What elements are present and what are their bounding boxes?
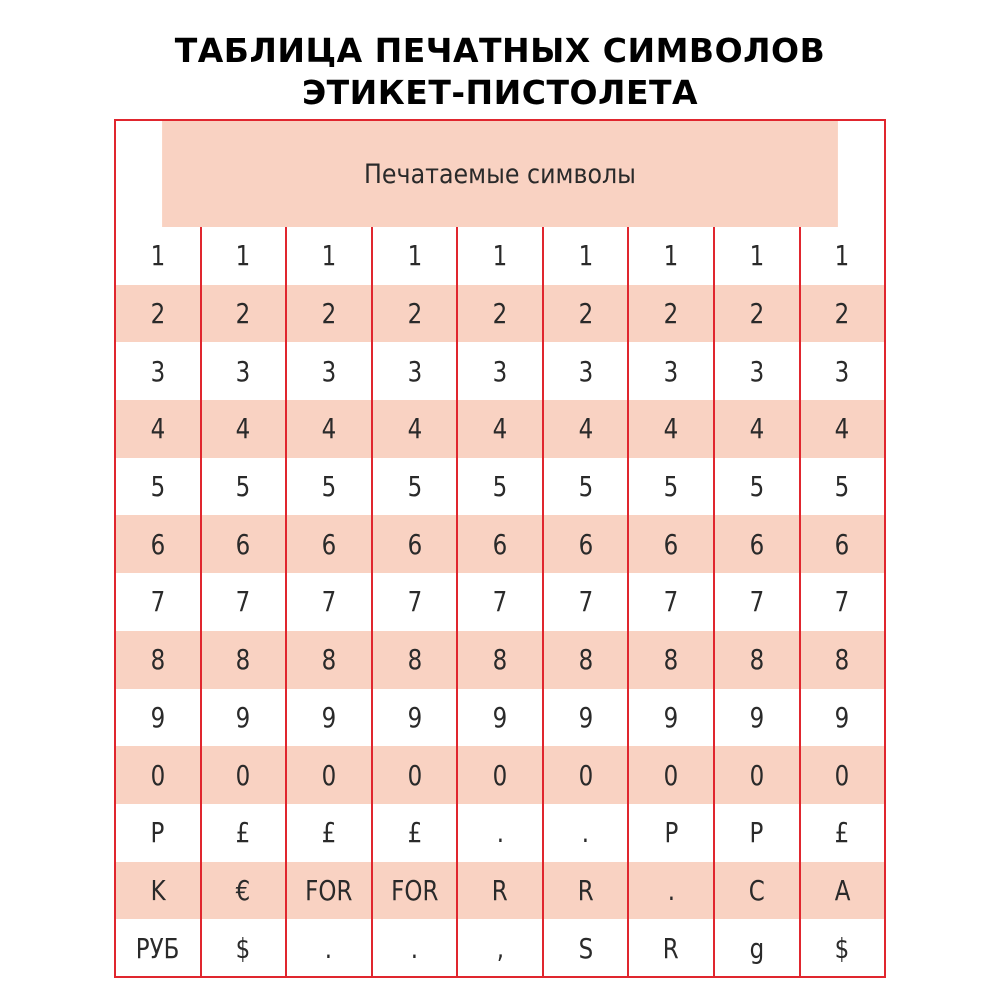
table-cell (713, 342, 799, 400)
table-cell (285, 573, 371, 631)
table-cell (285, 458, 371, 516)
cell-symbol: 3 (578, 354, 593, 388)
table-cell (285, 919, 371, 977)
cell-symbol: £ (407, 816, 422, 850)
table-cell (371, 689, 457, 747)
cell-symbol: 5 (492, 470, 508, 504)
cell-symbol: 7 (492, 585, 508, 619)
cell-symbol: 0 (492, 758, 508, 792)
cell-symbol: 7 (236, 585, 251, 619)
table-cell (627, 342, 713, 400)
table-cell (713, 631, 799, 689)
cell-symbol: FOR (305, 873, 353, 907)
table-cell (371, 400, 457, 458)
cell-symbol: 2 (321, 297, 337, 331)
cell-symbol: 7 (578, 585, 593, 619)
table-cell (285, 342, 371, 400)
table-cell (116, 515, 200, 573)
cell-symbol: $ (236, 931, 251, 965)
table-cell (799, 804, 885, 862)
cell-symbol: 3 (236, 354, 251, 388)
table-cell (627, 689, 713, 747)
table-cell (116, 746, 200, 804)
cell-symbol: 9 (321, 700, 337, 734)
table-cell (542, 573, 628, 631)
table-cell (285, 804, 371, 862)
table-cell (713, 400, 799, 458)
cell-symbol: R (492, 873, 509, 907)
page-title (0, 30, 1000, 114)
cell-symbol: 8 (236, 643, 251, 677)
cell-symbol: P (664, 816, 679, 850)
cell-symbol: 0 (663, 758, 679, 792)
table-cell (456, 746, 542, 804)
cell-symbol: 1 (578, 239, 593, 273)
cell-symbol: $ (834, 931, 850, 965)
cell-symbol: 5 (834, 470, 850, 504)
table-cell (116, 631, 200, 689)
cell-symbol: P (749, 816, 764, 850)
cell-symbol: 1 (321, 239, 337, 273)
cell-symbol: 4 (578, 412, 593, 446)
table-cell (456, 689, 542, 747)
table-cell (116, 227, 200, 285)
cell-symbol: 9 (150, 700, 166, 734)
table-cell (371, 746, 457, 804)
table-cell (285, 400, 371, 458)
table-cell (371, 804, 457, 862)
table-cell (456, 227, 542, 285)
table-cell (456, 458, 542, 516)
table-cell (116, 689, 200, 747)
table-body (116, 227, 884, 977)
cell-symbol: 7 (749, 585, 765, 619)
cell-symbol: . (410, 931, 419, 965)
table-cell (371, 573, 457, 631)
table-cell (285, 746, 371, 804)
table-cell (713, 515, 799, 573)
cell-symbol: РУБ (135, 931, 180, 965)
cell-symbol: 2 (407, 297, 422, 331)
cell-symbol: 2 (236, 297, 251, 331)
cell-symbol: 0 (236, 758, 251, 792)
table-row (116, 285, 884, 343)
table-cell (799, 862, 885, 920)
table-cell (116, 458, 200, 516)
cell-symbol: 6 (321, 527, 337, 561)
table-cell (713, 862, 799, 920)
table-cell (371, 919, 457, 977)
table-cell (627, 862, 713, 920)
cell-symbol: 2 (150, 297, 166, 331)
cell-symbol: 0 (321, 758, 337, 792)
cell-symbol: A (834, 873, 851, 907)
table-cell (627, 515, 713, 573)
cell-symbol: 0 (150, 758, 166, 792)
table-cell (627, 919, 713, 977)
cell-symbol: . (667, 873, 675, 907)
table-cell (799, 746, 885, 804)
cell-symbol: 0 (578, 758, 593, 792)
table-row (116, 919, 884, 977)
table-cell (456, 804, 542, 862)
table-cell (713, 746, 799, 804)
cell-symbol: 4 (407, 412, 422, 446)
cell-symbol: 5 (150, 470, 166, 504)
table-cell (799, 458, 885, 516)
cell-symbol: , (496, 931, 504, 965)
table-cell (713, 227, 799, 285)
table-cell (371, 458, 457, 516)
cell-symbol: 7 (834, 585, 850, 619)
table-cell (542, 227, 628, 285)
cell-symbol: 7 (321, 585, 337, 619)
table-cell (285, 689, 371, 747)
cell-symbol: 3 (407, 354, 422, 388)
table-cell (200, 862, 286, 920)
table-cell (542, 285, 628, 343)
table-cell (456, 285, 542, 343)
table-cell (116, 862, 200, 920)
cell-symbol: 8 (663, 643, 679, 677)
cell-symbol: 1 (150, 239, 166, 273)
cell-symbol: 3 (321, 354, 337, 388)
cell-symbol: . (325, 931, 333, 965)
cell-symbol: C (748, 873, 765, 907)
cell-symbol: 4 (663, 412, 679, 446)
table-cell (200, 285, 286, 343)
cell-symbol: 9 (749, 700, 765, 734)
table-cell (456, 573, 542, 631)
cell-symbol: . (581, 816, 590, 850)
cell-symbol: S (578, 931, 593, 965)
table-cell (116, 804, 200, 862)
table-row (116, 342, 884, 400)
cell-symbol: 6 (492, 527, 508, 561)
table-cell (200, 342, 286, 400)
cell-symbol: 8 (749, 643, 765, 677)
cell-symbol: 1 (236, 239, 251, 273)
table-cell (799, 342, 885, 400)
cell-symbol: 4 (150, 412, 166, 446)
table-cell (456, 631, 542, 689)
table-cell (542, 631, 628, 689)
table-cell (799, 400, 885, 458)
table-cell (285, 227, 371, 285)
cell-symbol: 1 (663, 239, 679, 273)
table-cell (799, 515, 885, 573)
table-cell (456, 862, 542, 920)
cell-symbol: 9 (834, 700, 850, 734)
table-cell (200, 458, 286, 516)
table-cell (116, 919, 200, 977)
cell-symbol: 0 (749, 758, 765, 792)
cell-symbol: 6 (150, 527, 166, 561)
table-row (116, 227, 884, 285)
table-cell (371, 227, 457, 285)
cell-symbol: g (749, 931, 765, 965)
cell-symbol: 3 (834, 354, 850, 388)
table-cell (456, 400, 542, 458)
table-cell (371, 342, 457, 400)
table-cell (627, 285, 713, 343)
cell-symbol: 8 (578, 643, 593, 677)
cell-symbol: 9 (492, 700, 508, 734)
table-cell (542, 804, 628, 862)
cell-symbol: 3 (663, 354, 679, 388)
cell-symbol: 2 (578, 297, 593, 331)
table-cell (371, 862, 457, 920)
table-cell (627, 804, 713, 862)
table-cell (713, 689, 799, 747)
cell-symbol: 8 (492, 643, 508, 677)
title-line-1: ТАБЛИЦА ПЕЧАТНЫХ СИМВОЛОВ (174, 31, 826, 70)
cell-symbol: € (236, 873, 251, 907)
table-row (116, 400, 884, 458)
cell-symbol: 5 (236, 470, 251, 504)
table-cell (456, 919, 542, 977)
table-cell (627, 746, 713, 804)
cell-symbol: £ (834, 816, 850, 850)
cell-symbol: 1 (492, 239, 508, 273)
cell-symbol: 6 (834, 527, 850, 561)
table-cell (200, 804, 286, 862)
cell-symbol: 2 (749, 297, 765, 331)
table-cell (116, 573, 200, 631)
table-cell (200, 746, 286, 804)
cell-symbol: R (663, 931, 680, 965)
table-cell (542, 919, 628, 977)
table-cell (799, 631, 885, 689)
cell-symbol: 8 (150, 643, 166, 677)
cell-symbol: 8 (834, 643, 850, 677)
cell-symbol: £ (321, 816, 337, 850)
cell-symbol: 9 (578, 700, 593, 734)
table-cell (627, 227, 713, 285)
cell-symbol: 8 (321, 643, 337, 677)
cell-symbol: R (577, 873, 594, 907)
cell-symbol: 4 (321, 412, 337, 446)
table-cell (799, 285, 885, 343)
table-cell (200, 227, 286, 285)
cell-symbol: 5 (663, 470, 679, 504)
cell-symbol: 6 (236, 527, 251, 561)
table-cell (713, 458, 799, 516)
cell-symbol: 1 (834, 239, 850, 273)
table-cell (200, 400, 286, 458)
cell-symbol: 9 (407, 700, 422, 734)
cell-symbol: 0 (834, 758, 850, 792)
cell-symbol: 3 (492, 354, 508, 388)
table-cell (371, 515, 457, 573)
table-cell (456, 515, 542, 573)
table-cell (456, 342, 542, 400)
cell-symbol: . (496, 816, 504, 850)
table-row (116, 862, 884, 920)
cell-symbol: 7 (663, 585, 679, 619)
table-cell (799, 919, 885, 977)
table-cell (627, 458, 713, 516)
cell-symbol: 1 (749, 239, 765, 273)
cell-symbol: 3 (150, 354, 166, 388)
cell-symbol: 3 (749, 354, 765, 388)
cell-symbol: P (150, 816, 165, 850)
table-cell (116, 285, 200, 343)
cell-symbol: 6 (407, 527, 422, 561)
table-cell (200, 573, 286, 631)
table-cell (200, 919, 286, 977)
table-cell (799, 573, 885, 631)
table-cell (713, 804, 799, 862)
cell-symbol: FOR (390, 873, 439, 907)
table-header (162, 121, 838, 227)
cell-symbol: 5 (321, 470, 337, 504)
table-cell (799, 227, 885, 285)
table-row (116, 573, 884, 631)
cell-symbol: 6 (663, 527, 679, 561)
table-cell (627, 573, 713, 631)
table-cell (542, 342, 628, 400)
table-row (116, 746, 884, 804)
table-cell (285, 515, 371, 573)
table-cell (285, 631, 371, 689)
table-cell (799, 689, 885, 747)
table-row (116, 458, 884, 516)
title-line-2: ЭТИКЕТ-ПИСТОЛЕТА (301, 73, 699, 112)
table-cell (116, 342, 200, 400)
cell-symbol: 2 (834, 297, 850, 331)
table-cell (627, 631, 713, 689)
table-cell (542, 746, 628, 804)
cell-symbol: 5 (578, 470, 593, 504)
table-cell (371, 285, 457, 343)
cell-symbol: £ (236, 816, 251, 850)
table-cell (542, 458, 628, 516)
table-cell (285, 862, 371, 920)
cell-symbol: 4 (749, 412, 765, 446)
cell-symbol: 5 (749, 470, 765, 504)
cell-symbol: 2 (492, 297, 508, 331)
table-row (116, 689, 884, 747)
table-cell (542, 689, 628, 747)
cell-symbol: 0 (407, 758, 422, 792)
symbols-table (114, 119, 886, 978)
cell-symbol: 4 (834, 412, 850, 446)
table-cell (542, 862, 628, 920)
cell-symbol: 1 (407, 239, 422, 273)
cell-symbol: 6 (578, 527, 593, 561)
table-header-label: Печатаемые символы (364, 158, 636, 190)
table-cell (285, 285, 371, 343)
table-cell (200, 515, 286, 573)
cell-symbol: 9 (663, 700, 679, 734)
cell-symbol: K (150, 873, 166, 907)
table-row (116, 631, 884, 689)
cell-symbol: 4 (492, 412, 508, 446)
table-cell (200, 631, 286, 689)
cell-symbol: 8 (407, 643, 422, 677)
table-row (116, 515, 884, 573)
cell-symbol: 6 (749, 527, 765, 561)
cell-symbol: 5 (407, 470, 422, 504)
table-cell (713, 919, 799, 977)
table-cell (116, 400, 200, 458)
cell-symbol: 9 (236, 700, 251, 734)
cell-symbol: 7 (150, 585, 166, 619)
table-cell (542, 515, 628, 573)
table-cell (713, 285, 799, 343)
cell-symbol: 2 (663, 297, 679, 331)
table-cell (371, 631, 457, 689)
table-cell (713, 573, 799, 631)
table-cell (200, 689, 286, 747)
table-row (116, 804, 884, 862)
table-cell (542, 400, 628, 458)
cell-symbol: 4 (236, 412, 251, 446)
cell-symbol: 7 (407, 585, 422, 619)
table-cell (627, 400, 713, 458)
